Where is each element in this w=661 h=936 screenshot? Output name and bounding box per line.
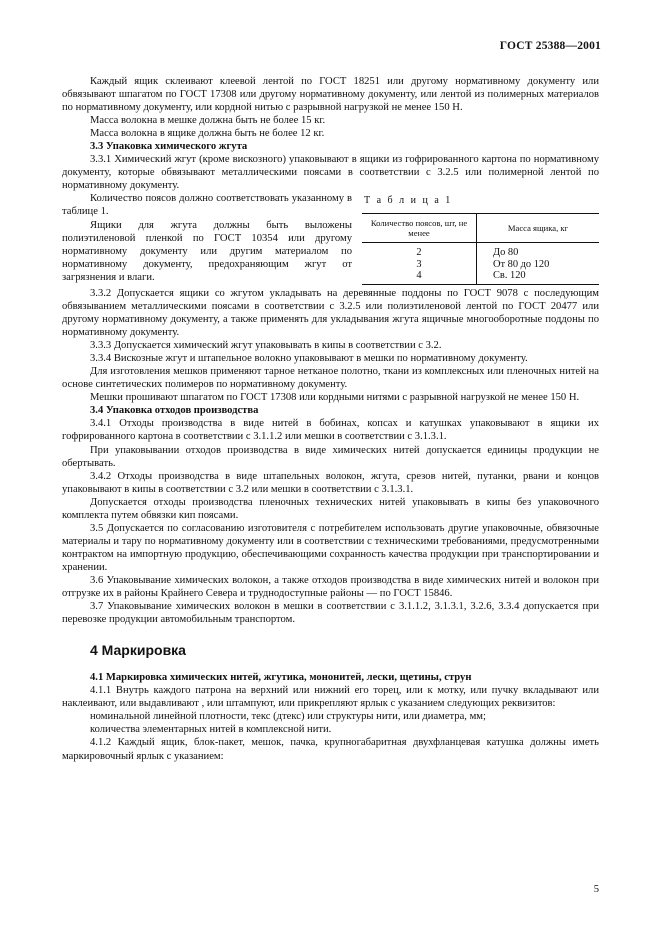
paragraph: 3.3.4 Вискозные жгут и штапельное волокно упаковывают в мешки по нормативному документу. <box>90 353 528 365</box>
table-1 <box>362 192 599 285</box>
paragraph: 3.6 Упаковывание химических волокон, а также отходов производства в виде химических нитей и волокон при отгрузке их в районы Крайнего Севера и труднодоступные районы — по ГОСТ 15846. <box>62 575 599 600</box>
table-cell-mass: Св. 120 <box>477 270 600 284</box>
table-cell-belts: 3 <box>362 259 477 271</box>
page-number: 5 <box>593 884 599 895</box>
table-cell-mass: От 80 до 120 <box>493 258 550 270</box>
table-row <box>362 259 599 271</box>
table-header-belts: Количество поясов, шт, не менее <box>362 214 477 243</box>
paragraph: Допускается отходы производства пленочных технических нитей упаковывать в кипы без упаковочного комплекта путем обвязки кип поясами. <box>62 496 599 521</box>
table-cell-belts: 2 <box>362 243 477 259</box>
table-1-grid <box>362 213 599 285</box>
paragraph: 4.1.1 Внутрь каждого патрона на верхний или нижний его торец, или к мотку, или пучку вкладывают или наклеивают, или выдавливают , или штампуют, или прикрепляют ярлык с указанием следующих реквизитов: <box>62 685 599 710</box>
paragraph: 3.5 Допускается по согласованию изготовителя с потребителем использовать другие упаковочные, обвязочные материалы и тару по нормативному документу или в соответствии с техническими требованиями, предусмотренными контрактом на импортную продукцию, обеспечивающими сохранность качества продукции при транспортировании и хранении. <box>62 522 599 573</box>
table-cell-belts: 4 <box>362 270 477 284</box>
paragraph: 3.3.3 Допускается химический жгут упаковывать в кипы в соответствии с 3.2. <box>90 340 442 352</box>
table-header-mass: Масса ящика, кг <box>477 214 600 243</box>
paragraph: количества элементарных нитей в комплексной нити. <box>90 724 332 736</box>
paragraph: Ящики для жгута должны быть выложены полиэтиленовой пленкой по ГОСТ 10354 или другому нормативному документу или другим материалом по нормативному документу, предохраняющим жгут от загрязнения и влаги. <box>62 219 352 283</box>
paragraph: 3.4.2 Отходы производства в виде штапельных волокон, жгута, срезов нитей, путанки, рвани и концов упаковывают в кипы в соответствии с 3.2 или мешки в соответствии с 3.1.3.1. <box>62 470 599 495</box>
subsection-heading: 3.3 Упаковка химического жгута <box>90 141 248 153</box>
table-row <box>362 270 599 284</box>
paragraph: 3.3.1 Химический жгут (кроме вискозного) упаковывают в ящики из гофрированного картона по нормативному документу, которые обвязывают металлическими поясами в соответствии с 3.2.5 или полимерной лентой по нормативному документу. <box>62 154 599 192</box>
table-caption: Т а б л и ц а 1 <box>364 195 453 207</box>
table-header-row <box>362 214 599 243</box>
document-code-header: ГОСТ 25388—2001 <box>499 40 601 52</box>
section-top <box>62 75 599 192</box>
table-wrap-section <box>62 192 599 287</box>
subsection-heading: 4.1 Маркировка химических нитей, жгутика, мононитей, лески, щетины, струн <box>90 672 472 684</box>
section-heading: 4 Маркировка <box>90 642 186 659</box>
paragraph: Количество поясов должно соответствовать указанному в таблице 1. <box>62 193 352 218</box>
paragraph: Масса волокна в ящике должна быть не более 12 кг. <box>90 128 325 140</box>
paragraph: Для изготовления мешков применяют тарное нетканое полотно, ткани из комплексных или пленочных нитей на основе синтетических полимеров по нормативному документу. <box>62 366 599 391</box>
subsection-heading: 3.4 Упаковка отходов производства <box>90 405 259 417</box>
table-row <box>362 243 599 259</box>
document-body <box>62 75 599 763</box>
paragraph: 3.7 Упаковывание химических волокон в мешки в соответствии с 3.1.1.2, 3.1.3.1, 3.2.6, 3.3.4 допускается при перевозке продукции автомобильным транспортом. <box>62 601 599 626</box>
paragraph: Каждый ящик склеивают клеевой лентой по ГОСТ 18251 или другому нормативному документу или обвязывают шпагатом по ГОСТ 17308 или другому нормативному документу, или лентой из полимерных материалов по нормативному документу, или кордной нитью с разрывной нагрузкой не менее 150 Н. <box>62 76 599 114</box>
paragraph: номинальной линейной плотности, текс (дтекс) или структуры нити, или диаметра, мм; <box>90 711 486 723</box>
paragraph: Масса волокна в мешке должна быть не более 15 кг. <box>90 115 326 127</box>
paragraph: 3.3.2 Допускается ящики со жгутом укладывать на деревянные поддоны по ГОСТ 9078 с последующим обвязыванием металлическими поясами в соответствии с 3.2.5 или полиэтиленовой лентой по ГОСТ 20477 или другому нормативному документу, а также применять для укладывания жгута ящичные многооборотные поддоны по нормативному документу. <box>62 287 599 339</box>
paragraph: Мешки прошивают шпагатом по ГОСТ 17308 или кордными нитями с разрывной нагрузкой не менее 150 Н. <box>90 392 580 404</box>
section-bottom <box>62 287 599 763</box>
paragraph: 4.1.2 Каждый ящик, блок-пакет, мешок, пачка, крупногабаритная двухфланцевая катушка должны иметь маркировочный ярлык с указанием: <box>62 737 599 762</box>
table-cell-mass: До 80 <box>493 247 519 259</box>
paragraph: 3.4.1 Отходы производства в виде нитей в бобинах, копсах и катушках упаковывают в ящики их гофрированного картона в соответствии с 3.1.1.2 или мешки в соответствии с 3.1.3.1. <box>62 418 599 443</box>
paragraph: При упаковывании отходов производства в виде химических нитей допускается единицы продукции не обертывать. <box>62 444 599 469</box>
